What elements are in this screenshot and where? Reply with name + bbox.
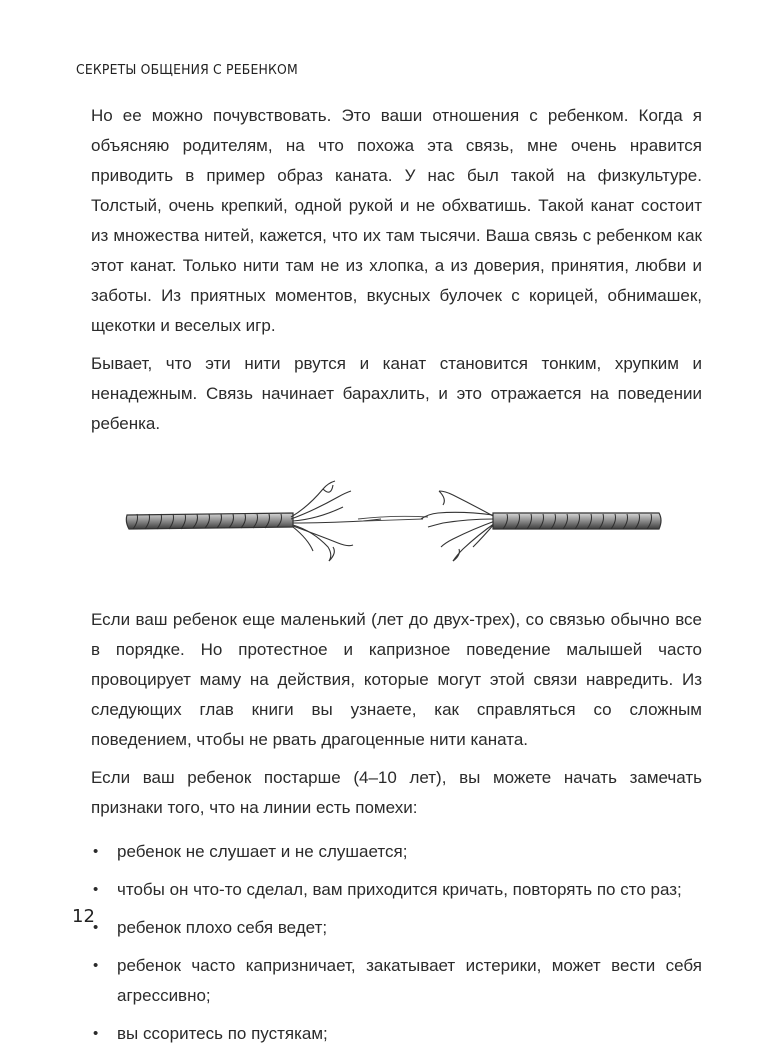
list-item (91, 1019, 702, 1049)
rope-illustration (91, 477, 702, 567)
page-content (91, 101, 702, 1057)
list-item (91, 837, 702, 867)
paragraph-4: Если ваш ребенок постарше (4–10 лет), вы можете начать замечать признаки того, что на линии есть помехи: (91, 768, 702, 817)
list-item (91, 913, 702, 943)
running-header: СЕКРЕТЫ ОБЩЕНИЯ С РЕБЕНКОМ (76, 62, 298, 78)
list-item-text: чтобы он что-то сделал, вам приходится кричать, повторять по сто раз; (117, 880, 682, 899)
list-item-text: вы ссоритесь по пустякам; (117, 1024, 328, 1043)
paragraph-1: Но ее можно почувствовать. Это ваши отношения с ребенком. Когда я объясняю родителям, на что похожа эта связь, мне очень нравится приводить в пример образ каната. У нас был такой на физкультуре. Толстый, очень крепкий, одной рукой и не обхватишь. Такой канат состоит из множества нитей, кажется, что их там тысячи. Ваша связь с ребенком как этот канат. Только нити там не из хлопка, а из доверия, принятия, любви и заботы. Из приятных моментов, вкусных булочек с корицей, обнимашек, щекотки и веселых игр. (91, 106, 702, 335)
list-item-text: ребенок часто капризничает, закатывает истерики, может вести себя агрессивно; (117, 956, 702, 1005)
paragraph-3: Если ваш ребенок еще маленький (лет до двух-трех), со связью обычно все в порядке. Но протестное и капризное поведение малышей часто провоцирует маму на действия, которые могут этой связи навредить. Из следующих глав книги вы узнаете, как справляться со сложным поведением, чтобы не рвать драгоценные нити каната. (91, 610, 702, 749)
signs-list (91, 837, 702, 1049)
bullet-icon: • (93, 881, 99, 898)
bullet-icon: • (93, 919, 99, 936)
bullet-icon: • (93, 1025, 99, 1042)
frayed-rope-icon (123, 477, 663, 567)
paragraph-2: Бывает, что эти нити рвутся и канат становится тонким, хрупким и ненадежным. Связь начинает барахлить, и это отражается на поведении ребенка. (91, 354, 702, 433)
list-item (91, 951, 702, 1011)
page-number: 12 (72, 906, 95, 927)
bullet-icon: • (93, 843, 99, 860)
list-item (91, 875, 702, 905)
list-item-text: ребенок плохо себя ведет; (117, 918, 328, 937)
bullet-icon: • (93, 957, 99, 974)
list-item-text: ребенок не слушает и не слушается; (117, 842, 408, 861)
